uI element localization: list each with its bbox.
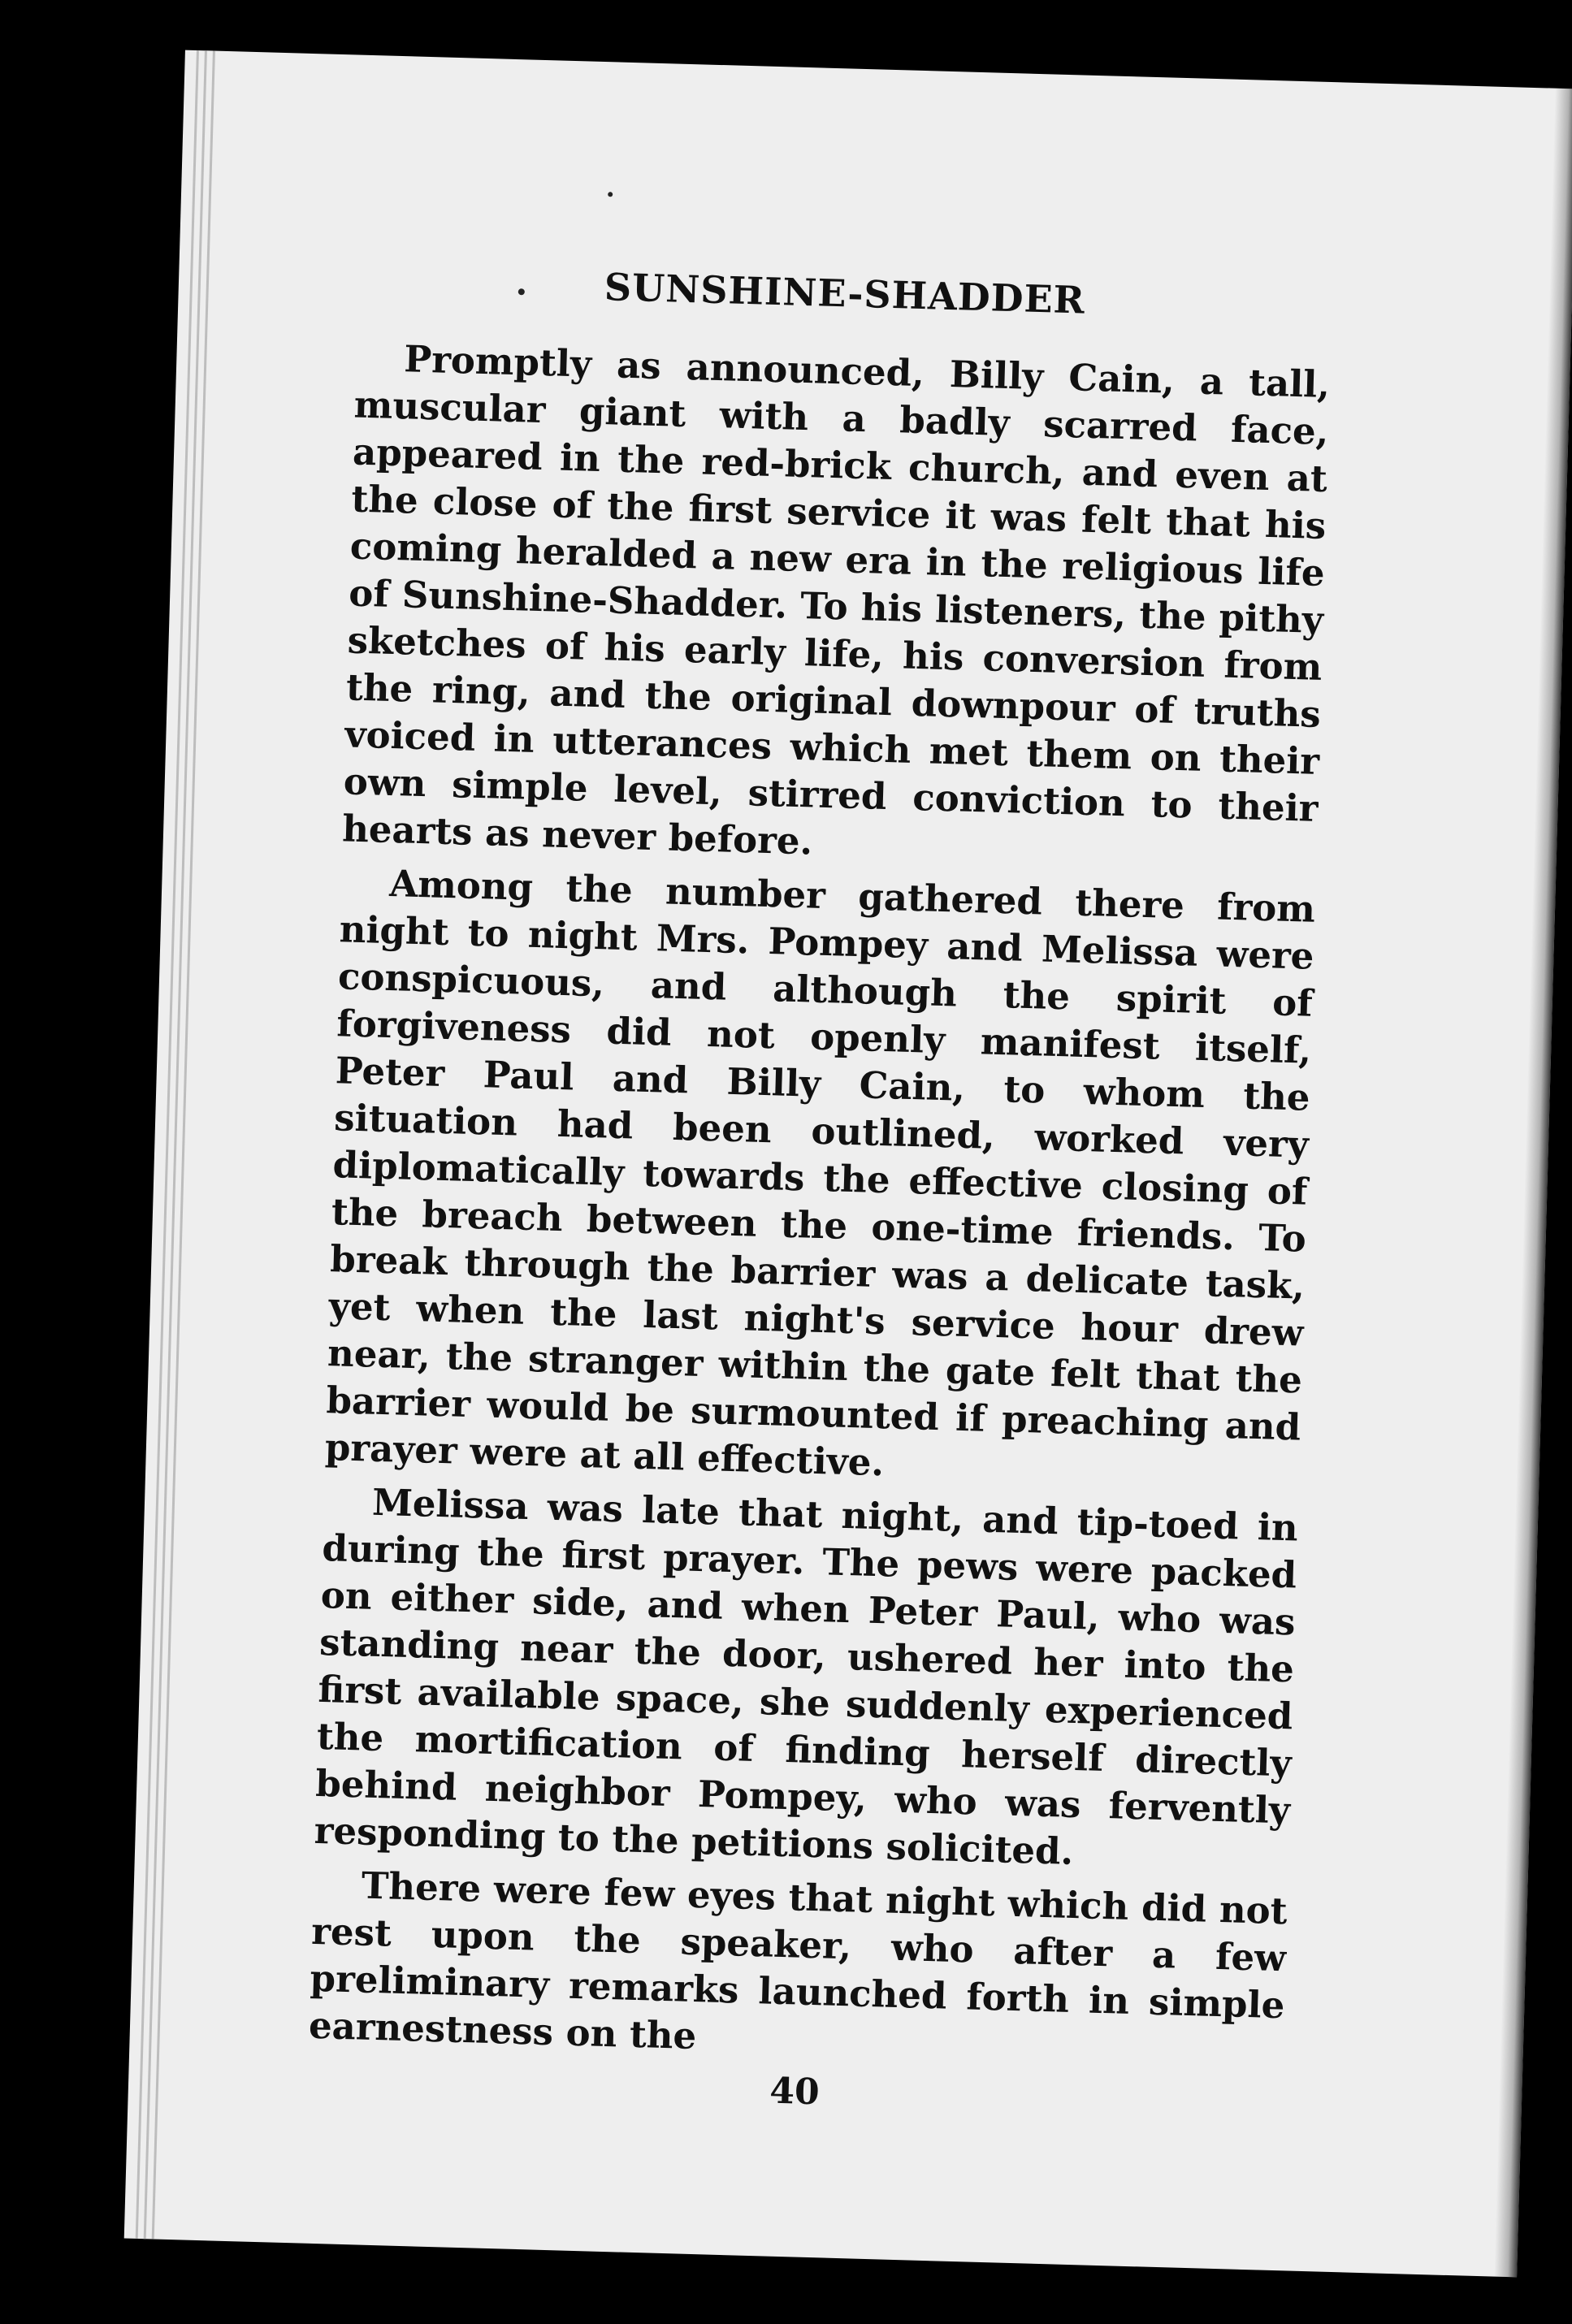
page-edge-line xyxy=(144,50,207,2239)
running-head: SUNSHINE-SHADDER xyxy=(604,265,1086,322)
page-edge-line xyxy=(136,50,199,2239)
paragraph: Promptly as announced, Billy Cain, a tall, muscular giant with a badly scarred face, appeared in the red-brick church, and even at the close of the first service it was felt that his coming heralded a new era in the religious life of Sunshine-Shadder. To his listeners, the pithy sketches of his early life, his conversion from the ring, and the original downpour of truths voiced in utterances which met them on their own simple level, stirred conviction to their hearts as never before. xyxy=(341,337,1331,863)
paragraph: Among the number gathered there from night to night Mrs. Pompey and Melissa were conspicuous, and although the spirit of forgiveness did not openly manifest itself, Peter Paul and Billy Cain, to whom the situation had been outlined, worked very diplomatically towards the effective closing of the breach between the one-time friends. To break through the barrier was a delicate task, yet when the last night's service hour drew near, the stranger within the gate felt that the barrier would be surmounted if preaching and prayer were at all effective. xyxy=(324,862,1316,1485)
spine-shadow xyxy=(1494,89,1572,2278)
paragraph: Melissa was late that night, and tip-toed in during the first prayer. The pews were packed on either side, and when Peter Paul, who was standing near the door, ushered her into the first available space, she suddenly experienced the mortification of finding herself directly behind neighbor Pompey, who was fervently responding to the petitions solicited. xyxy=(314,1480,1299,1873)
ink-speck xyxy=(608,192,613,197)
page-text-block xyxy=(307,258,1333,2127)
book-page xyxy=(124,50,1572,2278)
page-edge-line xyxy=(152,51,215,2240)
paragraph: There were few eyes that night which did not rest upon the speaker, who after a few preliminary remarks launched forth in simple earnestness on the xyxy=(308,1863,1288,2058)
page-number: 40 xyxy=(769,2070,821,2114)
